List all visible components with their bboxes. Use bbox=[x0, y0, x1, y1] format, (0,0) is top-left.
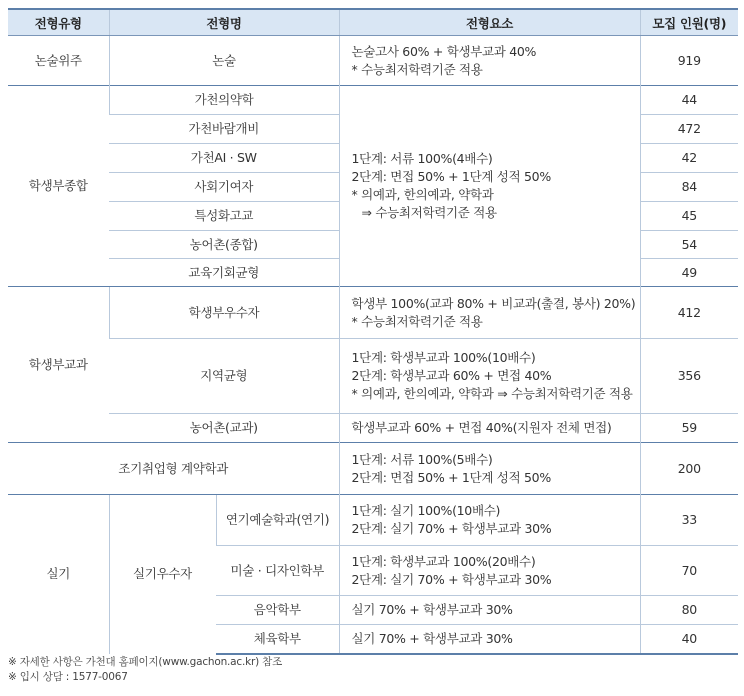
admission-table bbox=[8, 8, 738, 655]
name-cell: 조기취업형 계약학과 bbox=[8, 443, 339, 495]
count-cell: 84 bbox=[640, 173, 738, 202]
table-row bbox=[8, 36, 738, 86]
count-cell: 33 bbox=[640, 495, 738, 546]
header-row bbox=[8, 9, 738, 36]
elements-cell bbox=[339, 339, 640, 414]
dept-cell: 체육학부 bbox=[216, 625, 339, 654]
elements-cell bbox=[339, 414, 640, 443]
header-count: 모집 인원(명) bbox=[640, 9, 738, 36]
name-cell: 지역균형 bbox=[109, 339, 339, 414]
name-cell: 가천의약학 bbox=[109, 86, 339, 115]
type-cell: 실기 bbox=[8, 495, 109, 654]
count-cell: 200 bbox=[640, 443, 738, 495]
type-cell: 학생부종합 bbox=[8, 86, 109, 287]
table-row bbox=[8, 414, 738, 443]
element-line: 1단계: 실기 100%(10배수) bbox=[351, 503, 501, 518]
name-cell: 사회기여자 bbox=[109, 173, 339, 202]
count-cell: 412 bbox=[640, 287, 738, 339]
header-name: 전형명 bbox=[109, 9, 339, 36]
element-line: 2단계: 면접 50% + 1단계 성적 50% bbox=[351, 169, 551, 184]
name-cell: 실기우수자 bbox=[109, 495, 216, 654]
element-line: * 의예과, 한의예과, 약학과 ⇒ 수능최저학력기준 적용 bbox=[351, 386, 633, 401]
elements-cell bbox=[339, 36, 640, 86]
element-line: * 의예과, 한의예과, 약학과 bbox=[351, 187, 494, 202]
element-line: 논술고사 60% + 학생부교과 40% bbox=[351, 43, 537, 59]
element-line: 2단계: 학생부교과 60% + 면접 40% bbox=[351, 368, 552, 383]
name-cell: 가천AI · SW bbox=[109, 144, 339, 173]
name-cell: 가천바람개비 bbox=[109, 115, 339, 144]
count-cell: 59 bbox=[640, 414, 738, 443]
element-line: 1단계: 서류 100%(5배수) bbox=[351, 451, 493, 467]
element-line: * 수능최저학력기준 적용 bbox=[351, 61, 483, 77]
name-cell: 특성화고교 bbox=[109, 202, 339, 231]
element-line: 2단계: 실기 70% + 학생부교과 30% bbox=[351, 571, 552, 587]
count-cell: 42 bbox=[640, 144, 738, 173]
table-row bbox=[8, 287, 738, 339]
type-cell: 학생부교과 bbox=[8, 287, 109, 443]
element-line: 학생부 100%(교과 80% + 비교과(출결, 봉사) 20%) bbox=[351, 295, 636, 311]
table-row bbox=[8, 339, 738, 414]
footnote-website: ※ 자세한 사항은 가천대 홈페이지(www.gachon.ac.kr) 참조 bbox=[8, 656, 283, 668]
type-cell: 논술위주 bbox=[8, 36, 109, 86]
elements-cell bbox=[339, 625, 640, 654]
count-cell: 54 bbox=[640, 231, 738, 259]
element-line: * 수능최저학력기준 적용 bbox=[351, 313, 483, 329]
elements-cell bbox=[339, 495, 640, 546]
count-cell: 472 bbox=[640, 115, 738, 144]
element-line: 학생부교과 60% + 면접 40%(지원자 전체 면접) bbox=[351, 420, 612, 435]
name-cell: 교육기회균형 bbox=[109, 259, 339, 287]
count-cell: 80 bbox=[640, 596, 738, 625]
name-cell: 농어촌(종합) bbox=[109, 231, 339, 259]
name-cell: 학생부우수자 bbox=[109, 287, 339, 339]
count-cell: 45 bbox=[640, 202, 738, 231]
element-line: 2단계: 면접 50% + 1단계 성적 50% bbox=[351, 469, 551, 485]
table-row bbox=[8, 86, 738, 115]
count-cell: 44 bbox=[640, 86, 738, 115]
element-line: 실기 70% + 학생부교과 30% bbox=[351, 602, 513, 617]
header-type: 전형유형 bbox=[8, 9, 109, 36]
table-row bbox=[8, 443, 738, 495]
elements-cell bbox=[339, 287, 640, 339]
element-line: 1단계: 서류 100%(4배수) bbox=[351, 151, 493, 166]
elements-cell bbox=[339, 443, 640, 495]
count-cell: 49 bbox=[640, 259, 738, 287]
count-cell: 356 bbox=[640, 339, 738, 414]
element-line: 2단계: 실기 70% + 학생부교과 30% bbox=[351, 521, 552, 536]
element-line: 1단계: 학생부교과 100%(10배수) bbox=[351, 350, 536, 365]
footnote-phone: ※ 입시 상담 : 1577-0067 bbox=[8, 671, 128, 683]
header-elements: 전형요소 bbox=[339, 9, 640, 36]
elements-cell bbox=[339, 546, 640, 596]
table-row bbox=[8, 495, 738, 546]
footnotes bbox=[8, 655, 282, 685]
elements-cell bbox=[339, 86, 640, 287]
dept-cell: 음악학부 bbox=[216, 596, 339, 625]
count-cell: 70 bbox=[640, 546, 738, 596]
dept-cell: 미술 · 디자인학부 bbox=[216, 546, 339, 596]
name-cell: 논술 bbox=[109, 36, 339, 86]
element-line: 1단계: 학생부교과 100%(20배수) bbox=[351, 553, 536, 569]
dept-cell: 연기예술학과(연기) bbox=[216, 495, 339, 546]
element-line: ⇒ 수능최저학력기준 적용 bbox=[361, 205, 497, 220]
elements-cell bbox=[339, 596, 640, 625]
element-line: 실기 70% + 학생부교과 30% bbox=[351, 630, 513, 646]
name-cell: 농어촌(교과) bbox=[109, 414, 339, 443]
count-cell: 40 bbox=[640, 625, 738, 654]
count-cell: 919 bbox=[640, 36, 738, 86]
